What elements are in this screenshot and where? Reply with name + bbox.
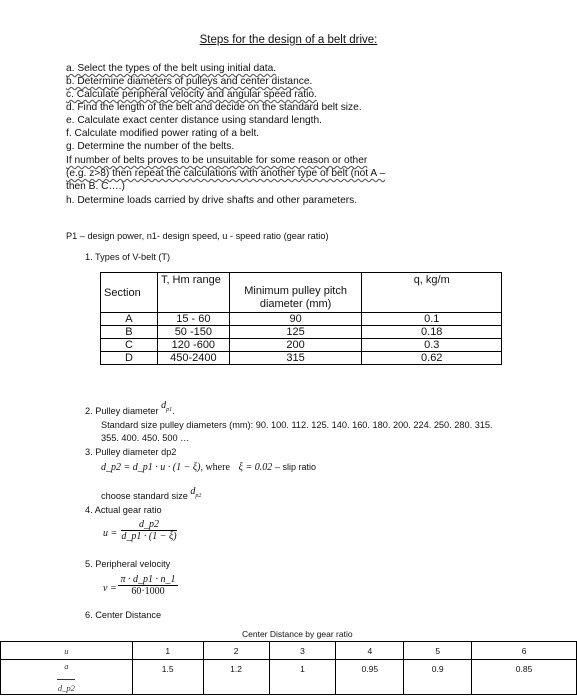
cd-ratio-cell: 0.9 bbox=[404, 660, 472, 695]
cd-u-cell: 4 bbox=[336, 642, 404, 660]
table-cell: D bbox=[101, 352, 158, 365]
slip-value: ξ = 0.02 bbox=[238, 462, 273, 473]
step-note-3: then B. C….) bbox=[66, 181, 125, 192]
cd-ratio-cell: 1.5 bbox=[132, 660, 203, 695]
cd-ratio-row bbox=[1, 660, 577, 695]
cd-u-cell: 5 bbox=[404, 642, 472, 660]
cd-ratio-cell: 0.95 bbox=[336, 660, 404, 695]
table-cell: 15 - 60 bbox=[157, 313, 229, 326]
dp2-symbol: $d_{p2}$ bbox=[190, 486, 202, 499]
col-header-range: T, Hm range bbox=[157, 273, 229, 313]
cd-ratio-label bbox=[1, 660, 133, 695]
table-cell: 315 bbox=[229, 352, 362, 365]
table-header-row bbox=[101, 273, 502, 313]
v-equals: v = bbox=[103, 583, 117, 594]
formula-dp2: d_p2 = d_p1 · u · (1 − ξ), where ξ = 0.02 – slip ratio bbox=[101, 462, 317, 473]
cd-dp2-symbol: d_p2 bbox=[57, 683, 75, 693]
table-cell: 450-2400 bbox=[157, 352, 229, 365]
col-header-section: Section bbox=[101, 273, 158, 313]
step-b: b. Determine diameters of pulleys and center distance. bbox=[66, 76, 313, 87]
item-2-heading: 2. Pulley diameter $d_{p1}$. bbox=[85, 400, 175, 416]
cd-u-cell: 1 bbox=[132, 642, 203, 660]
cd-u-row bbox=[1, 642, 577, 660]
table-cell: 120 -600 bbox=[157, 339, 229, 352]
cd-ratio-cell: 1 bbox=[269, 660, 336, 695]
step-d: d. Find the length of the belt and decide on the standard belt size. bbox=[66, 102, 362, 113]
step-c: c. Calculate peripheral velocity and angular speed ratio. bbox=[66, 89, 317, 100]
p1-definitions: P1 – design power, n1- design speed, u - speed ratio (gear ratio) bbox=[66, 231, 329, 241]
gear-ratio-denominator: d_p1 · (1 − ξ) bbox=[121, 531, 177, 542]
step-e: e. Calculate exact center distance using standard length. bbox=[66, 115, 322, 126]
dp2-formula: d_p2 = d_p1 · u · (1 − ξ) bbox=[101, 462, 201, 473]
center-distance-title: Center Distance by gear ratio bbox=[242, 629, 353, 639]
item-1-heading: 1. Types of V-belt (T) bbox=[85, 252, 171, 262]
step-g: g. Determine the number of the belts. bbox=[66, 141, 235, 152]
vbelt-types-table bbox=[100, 272, 502, 365]
item-6-heading: 6. Center Distance bbox=[85, 610, 162, 620]
table-cell: 125 bbox=[229, 326, 362, 339]
velocity-denominator: 60·1000 bbox=[131, 586, 165, 597]
col-header-min-diameter: Minimum pulley pitch diameter (mm) bbox=[229, 273, 362, 313]
table-cell: C bbox=[101, 339, 158, 352]
step-note-1: If number of belts proves to be unsuitable for some reason or other bbox=[66, 155, 368, 166]
col-header-q: q, kg/m bbox=[362, 273, 502, 313]
cd-u-label: u bbox=[1, 642, 133, 660]
cd-ratio-cell: 1.2 bbox=[203, 660, 269, 695]
table-row bbox=[101, 326, 502, 339]
table-row bbox=[101, 313, 502, 326]
table-cell: 50 -150 bbox=[157, 326, 229, 339]
step-h: h. Determine loads carried by drive shafts and other parameters. bbox=[66, 195, 358, 206]
step-note-2: (e.g. z>8) then repeat the calculations with another type of belt (not A – bbox=[66, 168, 386, 179]
table-cell: 0.1 bbox=[362, 313, 502, 326]
velocity-numerator: π · d_p1 · n_1 bbox=[120, 574, 176, 585]
velocity-fraction bbox=[118, 574, 178, 597]
table-cell: 0.3 bbox=[362, 339, 502, 352]
choose-standard-size: choose standard size $d_{p2}$ bbox=[101, 486, 202, 501]
cd-u-cell: 6 bbox=[472, 642, 577, 660]
table-cell: A bbox=[101, 313, 158, 326]
table-cell: 0.18 bbox=[362, 326, 502, 339]
table-cell: 200 bbox=[229, 339, 362, 352]
cd-a-symbol: a bbox=[64, 661, 69, 671]
center-distance-table bbox=[0, 641, 577, 695]
table-cell: 0.62 bbox=[362, 352, 502, 365]
dp1-symbol: $d_{p1}$ bbox=[161, 400, 173, 413]
standard-sizes-line-1: Standard size pulley diameters (mm): 90. 100. 112. 125. 140. 160. 180. 200. 224. 250. 280. 315. bbox=[101, 420, 493, 430]
cd-u-cell: 3 bbox=[269, 642, 336, 660]
item-5-heading: 5. Peripheral velocity bbox=[85, 559, 171, 569]
table-cell: B bbox=[101, 326, 158, 339]
table-row bbox=[101, 339, 502, 352]
cd-ratio-cell: 0.85 bbox=[472, 660, 577, 695]
item-4-heading: 4. Actual gear ratio bbox=[85, 505, 162, 515]
u-equals: u = bbox=[103, 528, 118, 539]
standard-sizes-line-2: 355. 400. 450. 500 … bbox=[101, 433, 190, 443]
gear-ratio-numerator: d_p2 bbox=[139, 519, 159, 530]
step-a: a. Select the types of the belt using initial data. bbox=[66, 63, 277, 74]
gear-ratio-fraction bbox=[121, 519, 177, 542]
table-row bbox=[101, 352, 502, 365]
page-title: Steps for the design of a belt drive: bbox=[199, 34, 378, 46]
step-f: f. Calculate modified power rating of a belt. bbox=[66, 128, 260, 139]
cd-u-cell: 2 bbox=[203, 642, 269, 660]
table-cell: 90 bbox=[229, 313, 362, 326]
item-3-heading: 3. Pulley diameter dp2 bbox=[85, 447, 177, 457]
